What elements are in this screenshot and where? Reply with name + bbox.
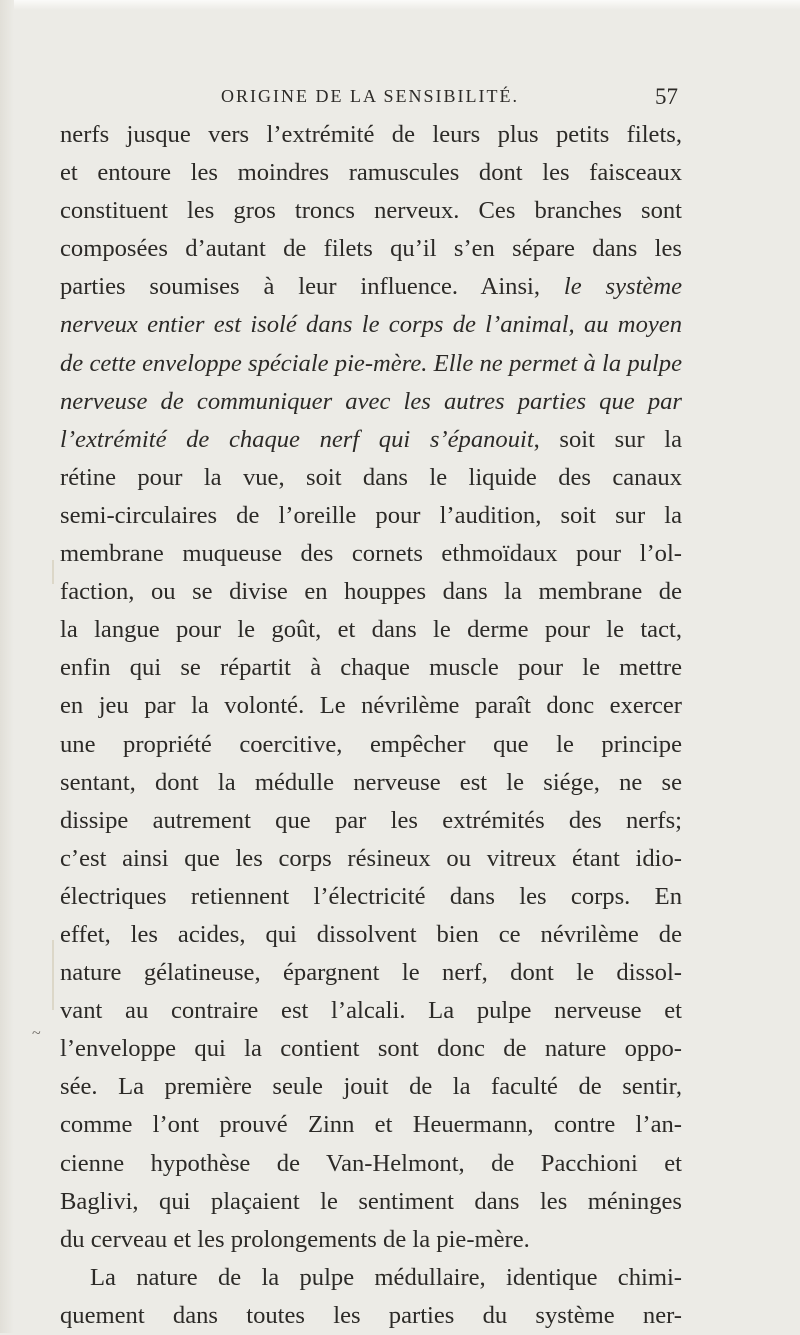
text-segment: effet, les acides, qui dissolvent bien ce névrilème de [60,920,682,948]
text-segment: électriques retiennent l’électricité dans les corps. En [60,882,682,910]
page-left-edge [0,0,14,1333]
text-segment: rétine pour la vue, soit dans le liquide des canaux [60,463,682,491]
text-segment: La nature de la pulpe médullaire, identique chimi- [90,1263,682,1291]
text-line [60,611,682,649]
running-head [60,84,680,114]
text-line [60,192,682,230]
italic-text-segment: nerveux entier est isolé dans le corps de l’animal, au moyen [60,311,682,339]
text-line [60,421,682,459]
text-line [60,535,682,573]
text-line [60,459,682,497]
italic-text-segment: nerveuse de communiquer avec les autres parties que par [60,387,682,415]
page-top-edge [0,0,800,10]
text-segment: constituent les gros troncs nerveux. Ces branches sont [60,197,682,225]
text-segment: quement dans toutes les parties du système ner- [60,1301,682,1329]
running-title: ORIGINE DE LA SENSIBILITÉ. [221,86,519,106]
text-segment: sentant, dont la médulle nerveuse est le siége, ne se [60,768,682,796]
body-text [60,116,682,1335]
margin-mark: ~ [32,1025,41,1042]
text-segment: faction, ou se divise en houppes dans la membrane de [60,578,682,606]
text-segment: comme l’ont prouvé Zinn et Heuermann, contre l’an- [60,1111,682,1139]
text-line [60,116,682,154]
text-segment: du cerveau et les prolongements de la pie-mère. [60,1225,530,1253]
text-line [60,1145,682,1183]
text-segment: membrane muqueuse des cornets ethmoïdaux pour l’ol- [60,540,682,568]
text-line [60,497,682,535]
text-segment: vant au contraire est l’alcali. La pulpe nerveuse et [60,997,682,1025]
text-line [60,1297,682,1335]
text-segment: parties soumises à leur influence. Ainsi, [60,273,564,301]
text-line [60,1183,682,1221]
text-segment: en jeu par la volonté. Le névrilème paraît donc exercer [60,692,682,720]
text-line [60,154,682,192]
text-line [60,1221,682,1259]
italic-text-segment: le système [563,273,682,301]
text-segment: la langue pour le goût, et dans le derme pour le tact, [60,616,682,644]
text-segment: c’est ainsi que les corps résineux ou vitreux étant idio- [60,844,682,872]
text-segment: nerfs jusque vers l’extrémité de leurs plus petits filets, [60,121,682,148]
text-line [60,840,682,878]
text-line [60,916,682,954]
text-line [60,1106,682,1144]
text-line [60,1259,682,1297]
text-segment: enfin qui se répartit à chaque muscle pour le mettre [60,654,682,682]
margin-tick-2 [52,940,54,1010]
text-segment: sée. La première seule jouit de la faculté de sentir, [60,1073,682,1101]
margin-tick-1 [52,560,54,584]
text-line [60,954,682,992]
text-segment: , soit sur la [533,425,682,453]
text-line [60,1068,682,1106]
text-segment: composées d’autant de filets qu’il s’en sépare dans les [60,235,682,263]
text-line [60,383,682,421]
text-line [60,573,682,611]
text-line [60,306,682,344]
text-segment: semi-circulaires de l’oreille pour l’audition, soit sur la [60,501,682,529]
text-segment: et entoure les moindres ramuscules dont les faisceaux [60,159,682,187]
text-segment: l’enveloppe qui la contient sont donc de nature oppo- [60,1035,682,1063]
text-line [60,230,682,268]
text-line [60,992,682,1030]
text-line [60,1030,682,1068]
text-line [60,764,682,802]
text-line [60,878,682,916]
italic-text-segment: l’extrémité de chaque nerf qui s’épanouit [60,425,534,453]
text-segment: Baglivi, qui plaçaient le sentiment dans les méninges [60,1187,682,1215]
text-segment: une propriété coercitive, empêcher que le principe [60,730,682,758]
text-line [60,649,682,687]
text-line [60,345,682,383]
page-number: 57 [655,84,678,109]
text-segment: nature gélatineuse, épargnent le nerf, dont le dissol- [60,959,682,987]
italic-text-segment: de cette enveloppe spéciale pie-mère. Elle ne permet à la pulpe [60,349,682,377]
text-line [60,687,682,725]
text-segment: dissipe autrement que par les extrémités des nerfs; [60,806,682,834]
text-line [60,726,682,764]
text-line [60,268,682,306]
text-segment: cienne hypothèse de Van-Helmont, de Pacchioni et [60,1149,682,1177]
text-line [60,802,682,840]
